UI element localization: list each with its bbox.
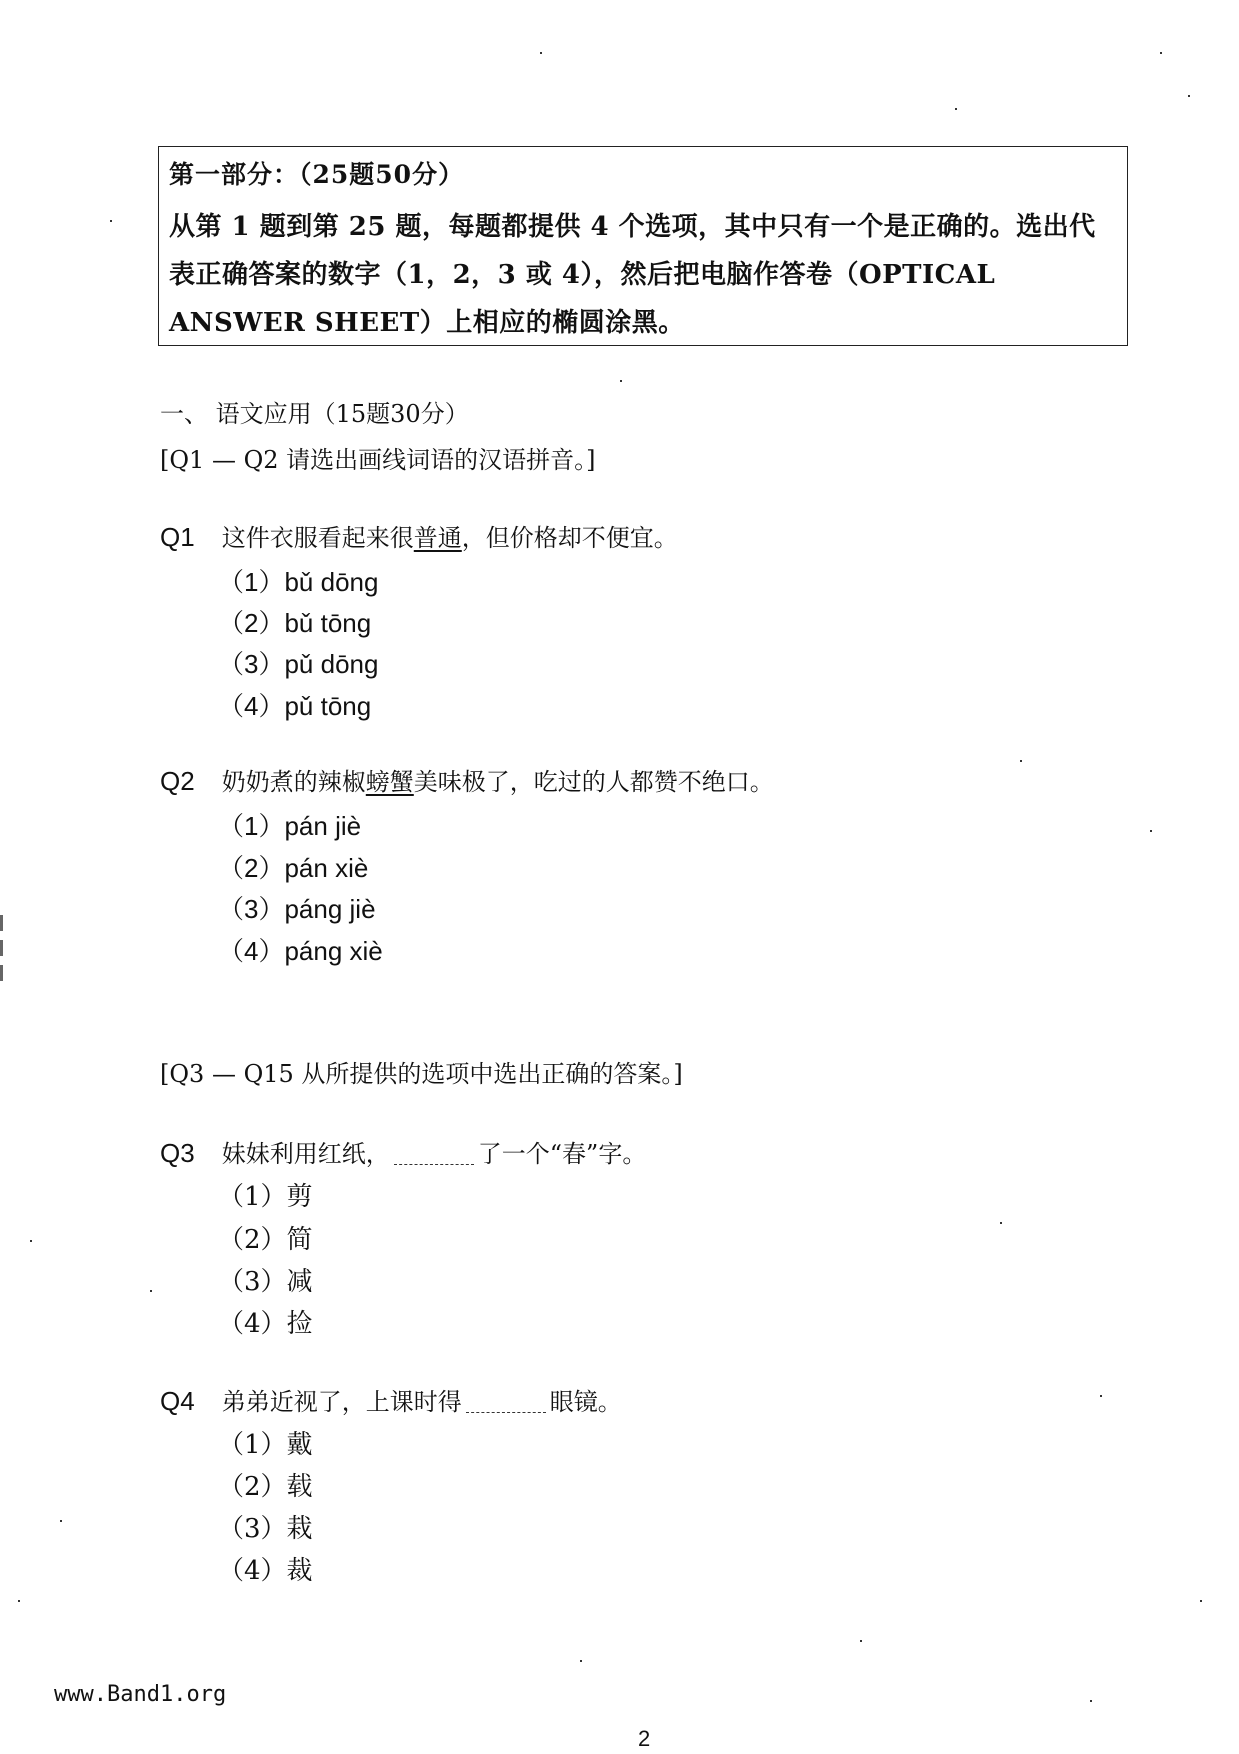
scan-speck bbox=[1188, 95, 1190, 97]
scan-speck bbox=[150, 1290, 152, 1292]
scan-speck bbox=[1090, 1700, 1092, 1702]
option-1: （1）bǔ dōng bbox=[218, 567, 379, 597]
question-text-after: 了一个“春”字。 bbox=[477, 1140, 647, 1168]
option-1: （1）剪 bbox=[218, 1182, 313, 1212]
option-4: （4）páng xiè bbox=[218, 936, 383, 966]
scan-mark bbox=[0, 940, 3, 956]
question-text-after: ，但价格却不便宜。 bbox=[461, 524, 678, 552]
option-3: （3）栽 bbox=[218, 1514, 313, 1544]
scan-speck bbox=[110, 220, 112, 222]
scan-mark bbox=[0, 915, 3, 931]
option-2: （2）pán xiè bbox=[218, 853, 369, 883]
question-text-before: 奶奶煮的辣椒 bbox=[221, 768, 366, 796]
instruction-note-q3-q15: [Q3 — Q15 从所提供的选项中选出正确的答案。] bbox=[160, 1060, 683, 1088]
option-4: （4）捡 bbox=[218, 1309, 313, 1339]
website-watermark: www.Band1.org bbox=[54, 1682, 227, 1707]
scan-speck bbox=[1000, 1222, 1002, 1224]
underlined-word: 螃蟹 bbox=[365, 768, 414, 796]
answer-blank bbox=[466, 1411, 546, 1413]
option-4: （4）裁 bbox=[218, 1556, 313, 1586]
scan-speck bbox=[1150, 830, 1152, 832]
question-text-before: 弟弟近视了，上课时得 bbox=[221, 1388, 462, 1416]
question-text-before: 妹妹利用红纸， bbox=[221, 1140, 390, 1168]
answer-blank bbox=[394, 1163, 474, 1165]
scan-speck bbox=[1200, 1600, 1202, 1602]
option-2: （2）bǔ tōng bbox=[218, 608, 372, 638]
question-q3 bbox=[160, 1134, 646, 1169]
option-3: （3）pǔ dōng bbox=[218, 649, 379, 679]
scan-speck bbox=[30, 1240, 32, 1242]
question-text-after: 眼镜。 bbox=[549, 1388, 622, 1416]
instruction-box bbox=[158, 146, 1128, 346]
question-number: Q4 bbox=[160, 1386, 195, 1416]
scan-speck bbox=[580, 1660, 582, 1662]
scan-speck bbox=[1160, 52, 1162, 54]
scan-speck bbox=[1100, 1395, 1102, 1397]
question-number: Q2 bbox=[160, 766, 195, 796]
instruction-note-q1-q2: [Q1 — Q2 请选出画线词语的汉语拼音。] bbox=[160, 446, 596, 474]
option-3: （3）减 bbox=[218, 1267, 313, 1297]
underlined-word: 普通 bbox=[413, 524, 462, 552]
page-number: 2 bbox=[638, 1726, 651, 1751]
question-text-after: 美味极了，吃过的人都赞不绝口。 bbox=[413, 768, 774, 796]
option-1: （1）戴 bbox=[218, 1430, 313, 1460]
question-text-before: 这件衣服看起来很 bbox=[221, 524, 414, 552]
question-q2 bbox=[160, 762, 774, 797]
option-1: （1）pán jiè bbox=[218, 811, 362, 841]
scan-speck bbox=[955, 108, 957, 110]
scan-speck bbox=[860, 1640, 862, 1642]
option-2: （2）简 bbox=[218, 1225, 313, 1255]
part-heading: 第一部分：（25题50分） bbox=[169, 160, 465, 189]
question-q1 bbox=[160, 518, 678, 553]
question-q4 bbox=[160, 1382, 622, 1417]
section-title: 一、 语文应用（15题30分） bbox=[160, 400, 469, 428]
option-4: （4）pǔ tōng bbox=[218, 691, 372, 721]
question-number: Q3 bbox=[160, 1138, 195, 1168]
scan-speck bbox=[60, 1520, 62, 1522]
option-2: （2）载 bbox=[218, 1472, 313, 1502]
question-number: Q1 bbox=[160, 522, 195, 552]
scan-speck bbox=[1020, 760, 1022, 762]
scan-speck bbox=[540, 52, 542, 54]
scan-speck bbox=[620, 380, 622, 382]
instruction-text: 从第 1 题到第 25 题，每题都提供 4 个选项，其中只有一个是正确的。选出代表正确答案的数字（1，2，3 或 4），然后把电脑作答卷（OPTICAL ANSWER SHEET）上相应的椭圆涂黑。 bbox=[169, 212, 1096, 338]
option-3: （3）páng jiè bbox=[218, 894, 376, 924]
scan-mark bbox=[0, 965, 3, 981]
scan-speck bbox=[18, 1600, 20, 1602]
